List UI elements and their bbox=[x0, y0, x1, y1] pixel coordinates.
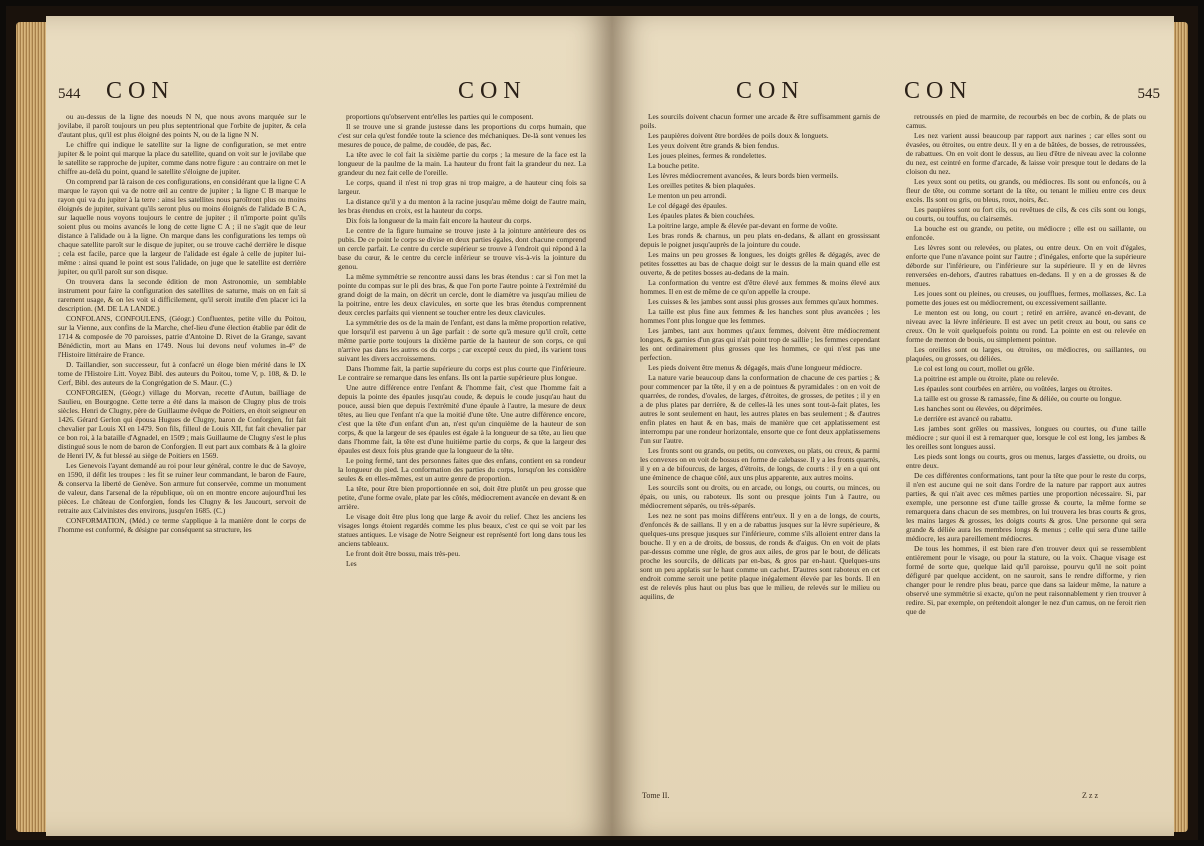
paragraph: CONFOLANS, CONFOULENS, (Géogr.) Confluentes, petite ville du Poitou, sur la Vienne, aux confins de la Marche, chef-lieu d'une élection établie par édit de 1714 & composée de 70 paroisses, patrie d'Antoine D. Rivet de la Grange, savant Bénédictin, mort au Mans en 1749. Nous lui devons neuf volumes in-4° de l'Histoire littéraire de France. bbox=[58, 314, 306, 359]
left-page bbox=[46, 16, 612, 836]
left-page-number: 544 bbox=[58, 86, 81, 102]
paragraph: Les pieds sont longs ou courts, gros ou menus, larges d'assiette, ou droits, ou entre deux. bbox=[906, 452, 1146, 470]
paragraph: Les fronts sont ou grands, ou petits, ou convexes, ou plats, ou creux, & parmi les convexes on en voit de bossus en forme de calebasse. Il y a les fronts quarrés, il y en a de bifourcus, de larges, d'étroits, de longs, de courts : il y en a qui ont une éminence de chaque côté, aux uns plus apparente, aux autres moins. bbox=[640, 446, 880, 482]
paragraph: Les jambes sont grêles ou massives, longues ou courtes, ou d'une taille médiocre ; sur quoi il est à remarquer que, lorsque le col est long, les jambes & les oreilles sont longues aussi. bbox=[906, 424, 1146, 451]
paragraph: Les épaules plates & bien couchées. bbox=[648, 211, 755, 220]
paragraph: Le col dégagé des épaules. bbox=[648, 201, 728, 210]
paragraph: La taille est plus fine aux femmes & les hanches sont plus avancées ; les hommes l'ont plus longue que les femmes. bbox=[640, 307, 880, 325]
paragraph: Les nez ne sont pas moins différens entr'eux. Il y en a de longs, de courts, d'enfoncés & de saillans. Il y en a de rabattus jusques sur la lèvre supérieure, & quelques-uns presque jusques sur l'inférieure, comme s'ils alloient entrer dans la bouche. Il y en a de droits, de bossus, de ronds & d'aigus. On en voit de plats par-dessus comme une règle, de gros aux ailes, de gros par le bout, de délicats proche les sourcils, de délicats par en-bas, & gros par en-haut. Quelques-uns sont un peu applatis sur le haut comme un cachet. D'autres sont raboteux en cet endroit comme seroit une petite plaque inégalement élevée par les bords. Il en est de relevés plus haut ou plus bas que le milieu, de relevés sur le milieu ou aquilins, de bbox=[640, 511, 880, 601]
paragraph: La bouche est ou grande, ou petite, ou médiocre ; elle est ou saillante, ou enfoncée. bbox=[906, 224, 1146, 242]
signature-mark: Z z z bbox=[1082, 791, 1098, 800]
paragraph: De ces différentes conformations, tant pour la tête que pour le reste du corps, il n'en est aucune qui ne soit dans l'ordre de la nature par rapport aux autres parties, & qui n'ait avec ces mêmes parties une proportion nécessaire. Si, par exemple, une personne est d'une taille grosse & courte, la même forme se remarquera dans chacun de ses membres, on lui trouvera les bras courts & gros, les mains larges & grosses, les doigts courts & gros. Une personne qui sera grande & déliée aura les membres longs & menus ; celle qui sera d'une taille médiocre, les aura pareillement médiocres. bbox=[906, 471, 1146, 543]
paragraph: Les oreilles sont ou larges, ou étroites, ou médiocres, ou saillantes, ou plaquées, ou grosses, ou déliées. bbox=[906, 345, 1146, 363]
paragraph: La taille est ou grosse & ramassée, fine & déliée, ou courte ou longue. bbox=[914, 394, 1122, 403]
paragraph: CONFORGIEN, (Géogr.) village du Morvan, recette d'Autun, bailliage de Saulieu, en Bourgogne. Cette terre a été dans la maison de Clugny plus de trois siècles. Henri de Clugny, père de Guillaume évêque de Poitiers, en étoit seigneur en 1426. Gérard Gerlon qui épousa Hugues de Clugny, baron de Conforgien, fut fait chevalier par Louis XI en 1479. Son fils, filleul de Louis XII, fut fait chevalier par ce bon roi, à la bataille d'Agnadel, en 1509 ; mais Guillaume de Clugny s'est le plus distingué sous le nom de baron de Conforgien. Il eut part aux combats & à la gloire de Henri IV, & fut blessé au siège de Poitiers en 1569. bbox=[58, 388, 306, 460]
paragraph: Les joues pleines, fermes & rondelettes. bbox=[648, 151, 767, 160]
paragraph: proportions qu'observent entr'elles les parties qui le composent. bbox=[346, 112, 534, 121]
paragraph: Les paupières doivent être bordées de poils doux & longuets. bbox=[648, 131, 829, 140]
paragraph: La même symmétrie se rencontre aussi dans les bras étendus : car si l'on met la pointe du compas sur le pli des bras, & que l'on porte l'autre pointe à l'extrémité du grand doigt de la main, on décrit un cercle, dont le diamètre va jusqu'au milieu de la poitrine, entre les deux clavicules, en sorte que les bras étendus comprennent deux cercles parfaits qui viennent se toucher entre les deux clavicules. bbox=[338, 272, 586, 317]
paragraph: Le chiffre qui indique le satellite sur la ligne de configuration, se met entre jupiter & le point qui marque la place du satellite, quand on voit sur le jovilabe que le satellite se rapproche de jupiter, comme dans notre figure : au contraire on met le chiffre au-delà du point, quand le satellite s'éloigne de jupiter. bbox=[58, 140, 306, 176]
left-column-1 bbox=[58, 112, 306, 535]
paragraph: La symmétrie des os de la main de l'enfant, est dans la même proportion relative, que lorsqu'il est parvenu à un âge parfait : de sorte qu'à mesure qu'il croît, cette même partie porte toujours la dixième partie de la hauteur de son corps, ce qui n'arrive pas dans les autres os du corps ; car excepté ceux du pied, ils varient tous suivant les divers accroissemens. bbox=[338, 318, 586, 363]
paragraph: La nature varie beaucoup dans la conformation de chacune de ces parties ; & pour commencer par la tête, il y en a de pointues & pyramidales : on en voit de quarrées, de rondes, d'ovales, de larges, d'étroites, de grosses, de petites ; il y en a de plus plates par derrière, & de celles-là les unes sont tout-à-fait plates, les autres le sont seulement en haut, les autres plates en bas seulement ; & d'autres enfin plates en haut & en bas, mais de manière que cet applatissement est interrompu par une rondeur horizontale, ensorte que ce font deux applatissemens l'un sur l'autre. bbox=[640, 373, 880, 445]
paragraph: Les Genevois l'ayant demandé au roi pour leur général, contre le duc de Savoye, en 1590, il défit les troupes : les fit se ruiner leur commandant, le baron de Faure, & conserva la liberté de Genève. Son armure fut conservée, comme un monument de valeur, dans l'arsenal de la république, où on en montre encore aujourd'hui les pièces. Le château de Conforgien, fonds les Clugny & les Jaucourt, servoit de retraite aux Calvinistes des environs, jusqu'en 1685. (C.) bbox=[58, 461, 306, 515]
right-running-head bbox=[612, 78, 1174, 108]
paragraph: Les joues sont ou pleines, ou creuses, ou joufflues, fermes, mollasses, &c. La pomette des joues est ou médiocrement, ou excessivement saillante. bbox=[906, 289, 1146, 307]
paragraph: Le col est long ou court, mollet ou grêle. bbox=[914, 364, 1035, 373]
paragraph: Les bras ronds & charnus, un peu plats en-dedans, & allant en grossissant depuis le poignet jusqu'auprès de la jointure du coude. bbox=[640, 231, 880, 249]
paragraph: Le poing fermé, tant des personnes faites que des enfans, contient en sa rondeur la longueur du pied. La conformation des parties du corps, lorsqu'on les considère seules & en elles-mêmes, est un autre genre de proportion. bbox=[338, 456, 586, 483]
left-heading-a: CON bbox=[106, 78, 175, 104]
paragraph: De tous les hommes, il est bien rare d'en trouver deux qui se ressemblent entièrement pour le visage, ou pour la stature, ou la voix. Chaque visage est formé de sorte que, quelque laid qu'il paroisse, pourvu qu'il ne soit point défiguré par quelque accident, on ne sauroit, sans le rendre difforme, y rien changer pour le rendre plus beau, parce que dans sa laideur même, la nature a observé une symmétrie si exacte, qu'on ne peut raisonnablement y rien trouver à redire. Si, par exemple, on prétendoit alonger le nez d'un camus, on ne feroit rien que de bbox=[906, 544, 1146, 616]
right-column-2 bbox=[906, 112, 1146, 617]
paragraph: La poitrine large, ample & élevée par-devant en forme de voûte. bbox=[648, 221, 838, 230]
paragraph: Les oreilles petites & bien plaquées. bbox=[648, 181, 756, 190]
right-column-1 bbox=[640, 112, 880, 602]
right-heading-a: CON bbox=[736, 78, 805, 104]
paragraph: Les jambes, tant aux hommes qu'aux femmes, doivent être médiocrement longues, & garnies d'un gras qui n'ait point trop de saillie ; les femmes cependant les ont ordinairement plus grosses que les hommes, ce qui n'est pas une perfection. bbox=[640, 326, 880, 362]
paragraph: Le derrière est avancé ou rabattu. bbox=[914, 414, 1013, 423]
paragraph: La distance qu'il y a du menton à la racine jusqu'au même doigt de l'autre main, les bras étendus en croix, est la hauteur du corps. bbox=[338, 197, 586, 215]
paragraph: Les cuisses & les jambes sont aussi plus grosses aux femmes qu'aux hommes. bbox=[648, 297, 879, 306]
paragraph: La poitrine est ample ou étroite, plate ou relevée. bbox=[914, 374, 1059, 383]
tome-footer: Tome II. bbox=[642, 791, 670, 800]
paragraph: Les sourcils sont ou droits, ou en arcade, ou longs, ou courts, ou minces, ou épais, ou unis, ou raboteux. Ils sont ou presque joints l'un à l'autre, ou médiocrement séparés, ou très-séparés. bbox=[640, 483, 880, 510]
right-page bbox=[612, 16, 1174, 836]
paragraph: Les épaules sont courbées en arrière, ou voûtées, larges ou étroites. bbox=[914, 384, 1113, 393]
left-page-edges bbox=[16, 22, 46, 832]
paragraph: Les lèvres sont ou relevées, ou plates, ou entre deux. On en voit d'égales, enforte que l'une n'avance point sur l'autre ; d'inégales, enforte que la supérieure déborde sur l'inférieure, ou l'inférieure sur la supérieure. Il y en de lèvres renversées en-dehors, d'autres rabattues en-dedans. Il y en a de grosses & de menues. bbox=[906, 243, 1146, 288]
paragraph: Le corps, quand il n'est ni trop gras ni trop maigre, a de hauteur cinq fois sa largeur. bbox=[338, 178, 586, 196]
paragraph: On trouvera dans la seconde édition de mon Astronomie, un semblable instrument pour faire la configuration des satellites de saturne, mais on en fait si rarement usage, & on les voit si difficilement, qu'il seroit inutile d'en placer ici la description. (M. DE LA LANDE.) bbox=[58, 277, 306, 313]
paragraph: Le centre de la figure humaine se trouve juste à la jointure antérieure des os pubis. De ce point le corps se divise en deux parties égales, dont chacune comprend un cercle parfait. Le centre du cercle supérieur se trouve à l'endroit qui répond à la base du cœur, & le centre du cercle inférieur se trouve vis-à-vis la jointure du genou. bbox=[338, 226, 586, 271]
paragraph: ou au-dessus de la ligne des noeuds N N, que nous avons marquée sur le jovilabe, il paroît toujours un peu plus septentrional que l'orbite de jupiter, & cela d'autant plus, qu'il est plus éloigné des points N, ou de la ligne N N. bbox=[58, 112, 306, 139]
paragraph: Une autre différence entre l'enfant & l'homme fait, c'est que l'homme fait a depuis la pointe des épaules jusqu'au coude, & depuis le coude jusqu'au haut du pouce, aussi bien que depuis l'extrémité d'une épaule à l'autre, la mesure de deux têtes, au lieu que l'enfant n'a que la moitié d'une tête. Une autre différence encore, c'est que la tête d'un enfant d'un an, n'est qu'un cinquième de la hauteur de son corps, & que la largeur de ses épaules est égale à la longueur de sa tête, au lieu que dans l'homme fait, la tête est d'une huitième partie du corps, & que la largeur des épaules est deux fois plus grande que la longueur de la tête. bbox=[338, 383, 586, 455]
right-page-number: 545 bbox=[1137, 86, 1160, 102]
paragraph: La tête avec le col fait la sixième partie du corps ; la mesure de la face est la longueur de la paulme de la main. La hauteur du front fait la grandeur du nez. La grandeur du nez fait celle de l'oreille. bbox=[338, 150, 586, 177]
paragraph: La conformation du ventre est d'être élevé aux femmes & moins élevé aux hommes. Il en est de même de ce qu'on appelle la croupe. bbox=[640, 278, 880, 296]
paragraph: Le menton un peu arrondi. bbox=[648, 191, 727, 200]
paragraph: Le menton est ou long, ou court ; retiré en arrière, avancé en-devant, de niveau avec la lèvre inférieure. Il est avec un petit creux au bout, ou sans ce creux. On le voit quelquefois pointu ou rond. La pointe en est ou relevée en forme de menton de bouis, ou simplement pointue. bbox=[906, 308, 1146, 344]
paragraph: Les yeux doivent être grands & bien fendus. bbox=[648, 141, 779, 150]
paragraph: Les lèvres médiocrement avancées, & leurs bords bien vermeils. bbox=[648, 171, 839, 180]
open-book bbox=[6, 6, 1198, 840]
left-running-head bbox=[46, 78, 612, 108]
paragraph: CONFORMATION, (Méd.) ce terme s'applique à la manière dont le corps de l'homme est conformé, & désigne par conséquent sa structure, les bbox=[58, 516, 306, 534]
paragraph: Les mains un peu grosses & longues, les doigts grêles & dégagés, avec de petites fossettes au bas de chaque doigt sur le dessus de la main quand elle est ouverte, & de petites bosses au-dedans de la main. bbox=[640, 250, 880, 277]
paragraph: Le visage doit être plus long que large & avoir du relief. Chez les anciens les visages longs étoient regardés comme les plus beaux, c'est ce qui se voit par les statues antiques. Le visage de Notre Seigneur est représenté fort long dans tous les anciens tableaux. bbox=[338, 512, 586, 548]
paragraph: Les sourcils doivent chacun former une arcade & être suffisamment garnis de poils. bbox=[640, 112, 880, 130]
paragraph: Dans l'homme fait, la partie supérieure du corps est plus courte que l'inférieure. Le contraire se remarque dans les enfans. Ils ont la partie supérieure plus longue. bbox=[338, 364, 586, 382]
paragraph: Le front doit être bossu, mais très-peu. bbox=[346, 549, 461, 558]
left-heading-b: CON bbox=[458, 78, 527, 104]
paragraph: D. Taillandier, son successeur, fut à confacré un éloge bien mérité dans le IX tome de l'Histoire Litt. Voyez Bibl. des auteurs du Poitou, tome V, p. 108, & D. le Cerf, Bibl. des auteurs de la Congrégation de S. Maur. (C.) bbox=[58, 360, 306, 387]
paragraph: Les yeux sont ou petits, ou grands, ou médiocres. Ils sont ou enfoncés, ou à fleur de tête, ou comme sortant de la tête, ou tenant le milieu entre ces deux excès. Ils sont ou gris, ou bleus, roux, noirs, &c. bbox=[906, 177, 1146, 204]
paragraph: Les nez varient aussi beaucoup par rapport aux narines ; car elles sont ou évasées, ou étroites, ou entre deux. Il y en a de bâtées, de bosses, de retroussées, de rabattues. On en voit dont le dessus, au lieu d'être de niveau avec la colonne du nez, est ceintré en forme d'arcade, & laisse voir presque tout le dedans de la cloison du nez. bbox=[906, 131, 1146, 176]
paragraph: Les pieds doivent être menus & dégagés, mais d'une longueur médiocre. bbox=[648, 363, 862, 372]
paragraph: On comprend par là raison de ces configurations, en considérant que la ligne C A marque le rayon qui va de notre œil au centre de jupiter ; la ligne C B marque le rayon qui va du jupiter à la terre : ainsi les satellites nous paroîtront plus ou moins éloignés de jupiter, suivant qu'ils seront plus ou moins éloignés de l'alidade B C A, sur laquelle nous voyons toujours le centre de jupiter ; il n'importe point qu'ils soient plus ou moins avancés le long de cette ligne C A ; il ne s'agit que de leur distance à l'alidade ou à la ligne. On marque dans les configurations les temps où chaque satellite paroît sur le disque de jupiter, ou se trouve caché derrière le disque ; cela est facile, parce que la largeur de l'alidade est égale à celle de jupiter lui-même : ainsi quand le point est sous l'alidade, on juge que le satellite est derrière jupiter, ou qu'il paroît sur son disque. bbox=[58, 177, 306, 276]
paragraph: retroussés en pied de marmite, de recourbés en bec de corbin, & de plats ou camus. bbox=[906, 112, 1146, 130]
paragraph: La tête, pour être bien proportionnée en soi, doit être plutôt un peu grosse que petite, d'une forme ovale, plate par les côtés, médiocrement avancée en devant & en arrière. bbox=[338, 484, 586, 511]
left-column-2 bbox=[338, 112, 586, 569]
paragraph: La bouche petite. bbox=[648, 161, 700, 170]
paragraph: Les hanches sont ou élevées, ou déprimées. bbox=[914, 404, 1043, 413]
paragraph: Les bbox=[346, 559, 357, 568]
paragraph: Les paupières sont ou fort cils, ou revêtues de cils, & ces cils sont ou longs, ou courts, ou touffus, ou clairsemés. bbox=[906, 205, 1146, 223]
paragraph: Dix fois la longueur de la main fait encore la hauteur du corps. bbox=[346, 216, 532, 225]
paragraph: Il se trouve une si grande justesse dans les proportions du corps humain, que c'est sur cela qu'est fondée toute la science des méchaniques. De-là sont venues les mesures de pouce, de palme, de coudée, de pas, &c. bbox=[338, 122, 586, 149]
right-heading-b: CON bbox=[904, 78, 973, 104]
